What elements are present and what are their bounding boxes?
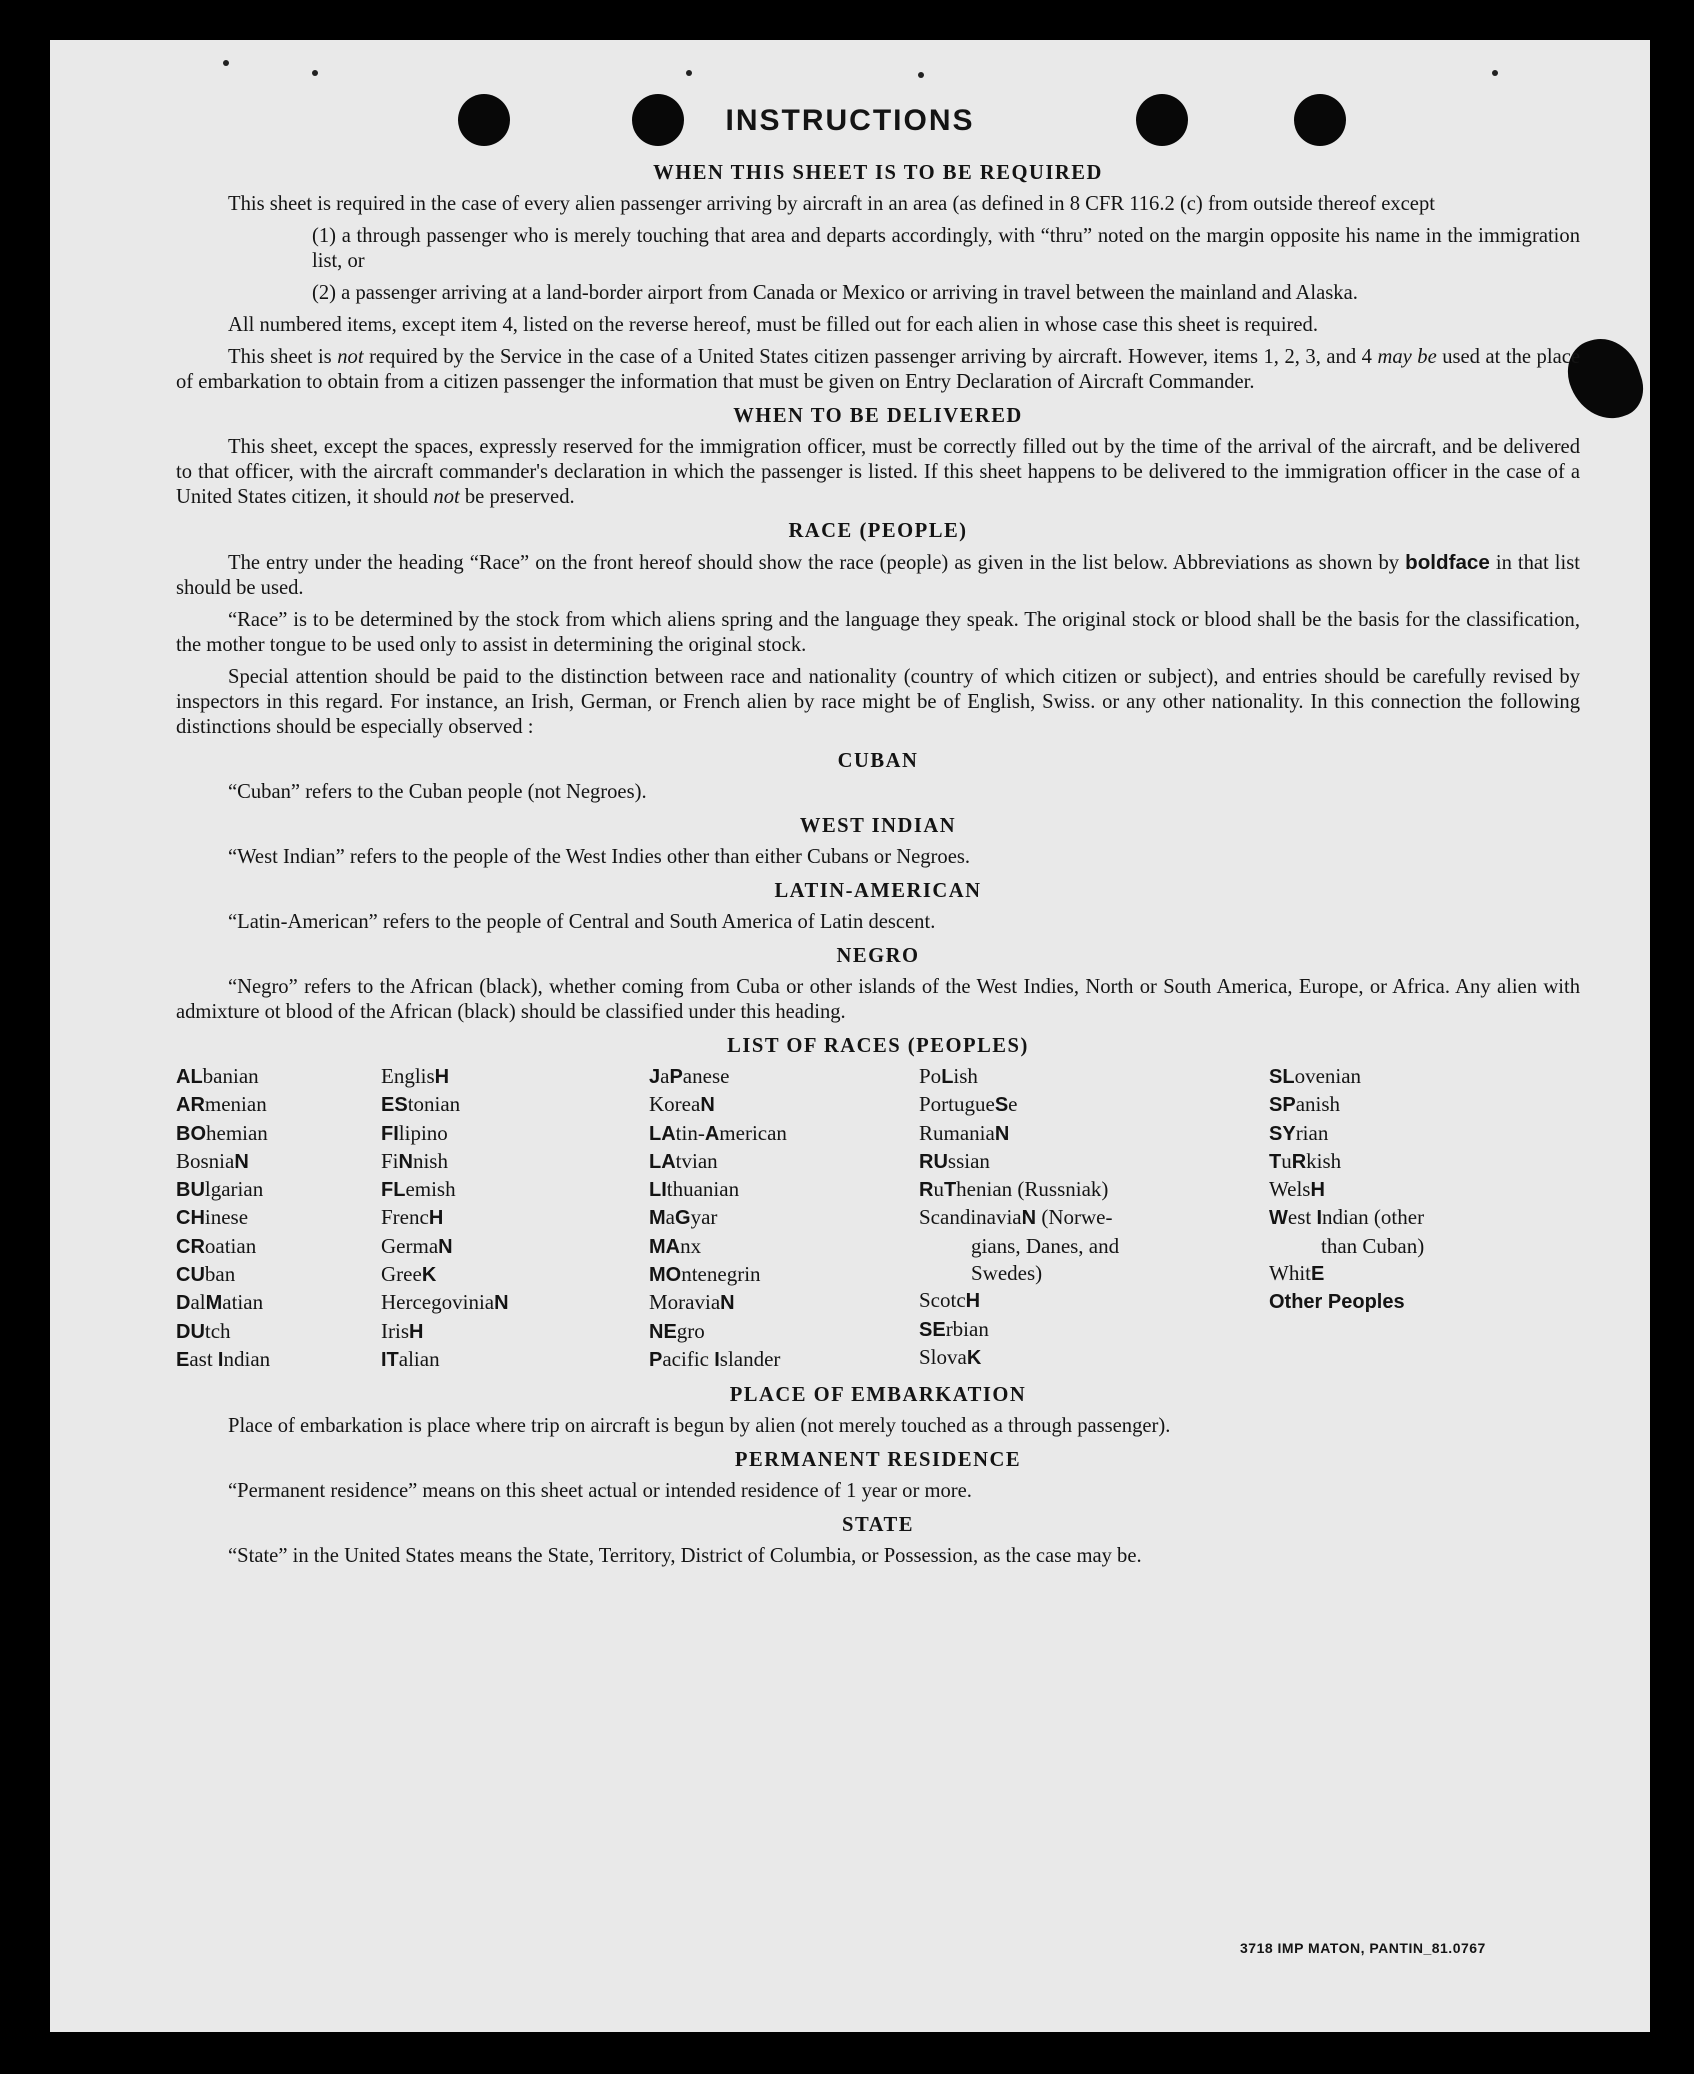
race-entry	[649, 1120, 919, 1148]
race-text: Hercegovinia	[381, 1290, 495, 1315]
race-abbreviation: D	[176, 1292, 191, 1315]
race-list	[176, 1063, 1580, 1374]
race-text: Whit	[1269, 1261, 1311, 1286]
race-abbreviation: N	[438, 1235, 453, 1258]
race-text: alian	[398, 1346, 440, 1371]
race-text: ndian (other	[1322, 1205, 1425, 1230]
race-text: Rumania	[919, 1120, 995, 1145]
exception-2: (2) a passenger arriving at a land-border airport from Canada or Mexico or arriving in travel between the mainland and Alaska.	[312, 282, 1358, 304]
race-entry	[649, 1063, 919, 1091]
race-entry	[1269, 1091, 1569, 1119]
race-text: hemian	[206, 1120, 268, 1145]
race-abbreviation: N	[494, 1292, 509, 1315]
race-entry	[381, 1091, 649, 1119]
race-entry	[176, 1204, 381, 1232]
race-text: inese	[204, 1205, 249, 1230]
race-abbreviation: SE	[919, 1318, 946, 1341]
race-abbreviation: I	[217, 1348, 224, 1371]
race-abbreviation: FL	[381, 1179, 406, 1202]
race-text: anese	[682, 1064, 730, 1088]
race-abbreviation: MA	[649, 1235, 681, 1258]
race-entry	[919, 1148, 1269, 1176]
race-text: emish	[405, 1177, 456, 1202]
race-text: kish	[1306, 1148, 1342, 1173]
race-abbreviation: N	[720, 1292, 735, 1315]
race-text: than Cuban)	[1321, 1233, 1425, 1258]
race-text: thuanian	[666, 1177, 740, 1202]
race-entry	[381, 1318, 649, 1346]
heading-state: STATE	[842, 1514, 914, 1537]
paragraph-required: This sheet is required in the case of every alien passenger arriving by aircraft in an area (as defined in 8 CFR 116.2 (c) from outside thereof except	[228, 193, 1435, 215]
race-abbreviation: CH	[176, 1207, 205, 1230]
paragraph-permanent-residence: “Permanent residence” means on this sheet actual or intended residence of 1 year or more.	[228, 1480, 972, 1503]
race-text: banian	[202, 1064, 259, 1088]
race-abbreviation: LA	[649, 1122, 676, 1145]
race-entry	[649, 1233, 919, 1261]
race-entry	[649, 1261, 919, 1289]
race-abbreviation: K	[966, 1346, 982, 1369]
race-text: nx	[680, 1233, 702, 1258]
emphasis-not: not	[433, 486, 460, 508]
race-entry	[1269, 1176, 1569, 1204]
race-entry	[176, 1148, 381, 1176]
race-entry	[176, 1289, 381, 1317]
race-abbreviation: P	[649, 1348, 663, 1371]
race-text: acific	[662, 1346, 715, 1371]
race-entry	[1269, 1260, 1569, 1288]
race-text: tonian	[407, 1092, 461, 1117]
race-entry	[381, 1261, 649, 1289]
race-entry	[381, 1233, 649, 1261]
speck	[686, 70, 692, 76]
race-text: Swedes)	[971, 1261, 1043, 1286]
race-abbreviation: R	[1291, 1150, 1307, 1173]
race-abbreviation: LA	[649, 1150, 676, 1173]
race-entry	[176, 1318, 381, 1346]
race-abbreviation: ES	[381, 1094, 408, 1117]
race-abbreviation: NE	[649, 1320, 677, 1343]
race-abbreviation: RU	[919, 1150, 948, 1173]
race-text: tin-	[675, 1120, 705, 1145]
race-entry	[381, 1148, 649, 1176]
race-text: tvian	[675, 1148, 718, 1173]
race-entry	[1269, 1204, 1569, 1232]
race-abbreviation: G	[675, 1207, 691, 1230]
race-text: ndian	[223, 1346, 271, 1371]
race-entry	[381, 1204, 649, 1232]
race-text: atian	[222, 1290, 264, 1315]
race-text: rbian	[945, 1316, 989, 1341]
race-text: lgarian	[204, 1177, 264, 1202]
paragraph-citizen: This sheet is not required by the Service in the case of a United States citizen passenger arriving by aircraft. However, items 1, 2, 3, and 4 may be used at the place of embarkation to obtain from a citizen passenger the information that must be given on Entry Declaration of Aircraft Commander.	[176, 346, 1580, 393]
race-entry	[176, 1176, 381, 1204]
paragraph-race-entry: The entry under the heading “Race” on the front hereof should show the race (people) as given in the list below. Abbreviations as shown by boldface in that list should be used.	[176, 551, 1580, 599]
race-abbreviation: SL	[1269, 1066, 1295, 1088]
race-text: ban	[204, 1262, 236, 1287]
race-column-2	[381, 1063, 649, 1374]
paragraph-embarkation: Place of embarkation is place where trip on aircraft is begun by alien (not merely touched as a through passenger).	[228, 1415, 1171, 1438]
race-entry	[176, 1233, 381, 1261]
race-abbreviation: CU	[176, 1264, 205, 1287]
race-entry	[919, 1233, 1269, 1260]
race-abbreviation: J	[649, 1066, 661, 1088]
race-column-5	[1269, 1063, 1569, 1374]
speck	[223, 60, 229, 66]
race-abbreviation: MO	[649, 1264, 682, 1287]
race-entry	[381, 1289, 649, 1317]
race-entry	[919, 1287, 1269, 1315]
race-abbreviation: LI	[649, 1179, 667, 1202]
race-abbreviation: N	[700, 1094, 715, 1117]
race-abbreviation: SY	[1269, 1122, 1296, 1145]
race-text: gians, Danes, and	[971, 1233, 1120, 1258]
paragraph-race-definition: “Race” is to be determined by the stock from which aliens spring and the language they speak. The original stock or blood shall be the basis for the classification, the mother tongue to be used only to assist in determining the original stock.	[176, 609, 1580, 656]
race-text: Portugue	[919, 1092, 995, 1117]
race-abbreviation: A	[704, 1122, 720, 1145]
race-text: Gree	[381, 1262, 422, 1287]
heading-west-indian: WEST INDIAN	[799, 815, 957, 837]
race-abbreviation: SP	[1269, 1094, 1296, 1117]
race-column-1	[176, 1063, 381, 1374]
race-entry	[1269, 1233, 1569, 1260]
race-text: a	[660, 1064, 670, 1088]
race-entry	[176, 1346, 381, 1374]
race-text: lipino	[398, 1120, 448, 1145]
race-entry	[919, 1316, 1269, 1344]
race-text: Germa	[381, 1233, 439, 1258]
race-text: al	[190, 1290, 206, 1315]
race-entry	[1269, 1063, 1569, 1091]
race-abbreviation: IT	[381, 1348, 399, 1371]
race-abbreviation: T	[943, 1179, 957, 1202]
race-abbreviation: N	[398, 1150, 413, 1173]
instructions-body	[176, 152, 1580, 1576]
race-entry	[649, 1148, 919, 1176]
race-abbreviation: N	[1021, 1207, 1037, 1230]
race-entry	[381, 1063, 649, 1091]
paragraph-race-nationality: Special attention should be paid to the distinction between race and nationality (country of which citizen or subject), and entries should be carefully revised by inspectors in this regard. For instance, an Irish, German, or French alien by race might be of English, Swiss. or any other nationality. In this connection the following distinctions should be especially observed :	[176, 666, 1580, 738]
race-text: ish	[953, 1064, 978, 1088]
paragraph-negro: “Negro” refers to the African (black), whether coming from Cuba or other islands of the West Indies, North or South America, Europe, or Africa. Any alien with admixture ot blood of the African (black) should be classified under this heading.	[176, 976, 1580, 1023]
race-entry	[649, 1176, 919, 1204]
race-abbreviation: E	[1311, 1263, 1325, 1286]
race-text: u	[933, 1177, 944, 1202]
race-entry	[649, 1289, 919, 1317]
race-text: Scandinavia	[919, 1205, 1022, 1230]
heading-cuban: CUBAN	[837, 750, 919, 772]
race-abbreviation: FI	[381, 1122, 399, 1145]
race-text: ntenegrin	[681, 1262, 761, 1287]
race-text: henian (Russniak)	[956, 1177, 1109, 1202]
race-text: ast	[189, 1346, 218, 1371]
speck	[312, 70, 318, 76]
heading-when-required: WHEN THIS SHEET IS TO BE REQUIRED	[653, 162, 1103, 184]
race-text: rian	[1295, 1120, 1329, 1145]
race-abbreviation: I	[1316, 1207, 1323, 1230]
race-text: Scotc	[919, 1288, 966, 1313]
emphasis-may-be: may be	[1377, 346, 1437, 368]
heading-latin-american: LATIN-AMERICAN	[774, 880, 982, 902]
race-abbreviation: N	[234, 1150, 249, 1173]
race-abbreviation: AL	[176, 1066, 203, 1088]
race-text: slander	[719, 1346, 781, 1371]
race-abbreviation: H	[434, 1066, 450, 1088]
race-abbreviation: Other Peoples	[1269, 1291, 1405, 1314]
race-entry	[919, 1344, 1269, 1372]
heading-race: RACE (PEOPLE)	[788, 520, 968, 542]
paragraph-delivery: This sheet, except the spaces, expressly reserved for the immigration officer, must be correctly filled out by the time of the arrival of the aircraft, and be delivered to that officer, with the aircraft commander's declaration in which the passenger is listed. If this sheet happens to be delivered to the immigration officer in the case of a United States citizen, it should not be preserved.	[176, 436, 1580, 508]
race-abbreviation: N	[994, 1122, 1010, 1145]
heading-negro: NEGRO	[836, 945, 920, 967]
race-entry	[1269, 1120, 1569, 1148]
race-abbreviation: BU	[176, 1179, 205, 1202]
race-abbreviation: M	[205, 1292, 223, 1315]
race-entry	[919, 1204, 1269, 1232]
race-abbreviation: I	[714, 1348, 720, 1371]
race-text: est	[1287, 1205, 1317, 1230]
race-text: Wels	[1269, 1177, 1311, 1202]
race-text: oatian	[204, 1233, 257, 1258]
race-text: Fi	[381, 1148, 399, 1173]
race-entry	[176, 1261, 381, 1289]
paragraph-cuban: “Cuban” refers to the Cuban people (not Negroes).	[228, 781, 647, 803]
race-text: Englis	[381, 1064, 435, 1088]
race-text: Frenc	[381, 1205, 429, 1230]
race-text: Korea	[649, 1092, 701, 1117]
boldface-word: boldface	[1405, 551, 1490, 574]
race-entry	[919, 1091, 1269, 1119]
race-text: a	[665, 1205, 675, 1230]
race-entry	[919, 1176, 1269, 1204]
race-entry	[176, 1120, 381, 1148]
race-text: Po	[919, 1064, 942, 1088]
race-text: ssian	[947, 1148, 990, 1173]
race-abbreviation: H	[428, 1207, 444, 1230]
emphasis-not: not	[337, 346, 364, 368]
heading-permanent-residence: PERMANENT RESIDENCE	[734, 1449, 1022, 1472]
race-entry	[919, 1063, 1269, 1091]
race-abbreviation: K	[421, 1264, 437, 1287]
race-text: Bosnia	[176, 1148, 235, 1173]
print-imprint: 3718 IMP MATON, PANTIN_81.0767	[1240, 1940, 1486, 1956]
race-text: merican	[719, 1120, 787, 1145]
race-text: Iris	[381, 1318, 409, 1343]
race-text: Moravia	[649, 1290, 721, 1315]
race-entry	[176, 1063, 381, 1091]
race-entry	[381, 1120, 649, 1148]
heading-when-delivered: WHEN TO BE DELIVERED	[733, 405, 1023, 427]
document-page	[50, 40, 1650, 2032]
race-entry	[1269, 1288, 1569, 1316]
race-abbreviation: H	[1310, 1179, 1325, 1202]
race-abbreviation: DU	[176, 1320, 205, 1343]
race-column-3	[649, 1063, 919, 1374]
race-abbreviation: W	[1269, 1207, 1288, 1230]
speck	[1492, 70, 1498, 76]
page-title: INSTRUCTIONS	[725, 104, 975, 137]
race-text: anish	[1295, 1092, 1341, 1117]
race-text: gro	[676, 1318, 705, 1343]
race-abbreviation: T	[1269, 1150, 1282, 1173]
race-text: u	[1281, 1148, 1292, 1173]
exception-1: (1) a through passenger who is merely touching that area and departs accordingly, with “thru” noted on the margin opposite his name in the immigration list, or	[312, 225, 1580, 272]
race-abbreviation: S	[994, 1094, 1009, 1117]
paragraph-latin-american: “Latin-American” refers to the people of Central and South America of Latin descent.	[228, 911, 936, 933]
heading-list-of-races: LIST OF RACES (PEOPLES)	[727, 1035, 1029, 1057]
heading-embarkation: PLACE OF EMBARKATION	[729, 1384, 1027, 1407]
race-entry	[649, 1204, 919, 1232]
race-abbreviation: P	[669, 1066, 683, 1088]
race-abbreviation: M	[649, 1207, 666, 1230]
race-text: Slova	[919, 1344, 967, 1369]
race-entry	[381, 1346, 649, 1374]
race-text: e	[1008, 1092, 1018, 1117]
race-entry	[919, 1120, 1269, 1148]
race-entry	[1269, 1148, 1569, 1176]
race-abbreviation: H	[409, 1320, 424, 1343]
race-text: ovenian	[1294, 1064, 1362, 1088]
race-entry	[381, 1176, 649, 1204]
race-text: yar	[690, 1205, 718, 1230]
race-abbreviation: CR	[176, 1235, 205, 1258]
paragraph-numbered-items: All numbered items, except item 4, listed on the reverse hereof, must be filled out for each alien in whose case this sheet is required.	[228, 314, 1318, 336]
race-text: nish	[412, 1148, 448, 1173]
race-entry	[649, 1346, 919, 1374]
race-entry	[649, 1318, 919, 1346]
paragraph-state: “State” in the United States means the State, Territory, District of Columbia, or Possession, as the case may be.	[228, 1545, 1142, 1568]
race-abbreviation: H	[965, 1290, 981, 1313]
race-entry	[176, 1091, 381, 1119]
race-abbreviation: L	[941, 1066, 954, 1088]
race-entry	[649, 1091, 919, 1119]
race-text: menian	[204, 1092, 267, 1117]
race-abbreviation: BO	[176, 1122, 206, 1145]
race-abbreviation: AR	[176, 1094, 205, 1117]
race-column-4	[919, 1063, 1269, 1374]
race-text: (Norwe-	[1036, 1205, 1113, 1230]
speck	[918, 72, 924, 78]
race-abbreviation: E	[176, 1348, 190, 1371]
race-text: tch	[204, 1318, 231, 1343]
paragraph-west-indian: “West Indian” refers to the people of the West Indies other than either Cubans or Negroes.	[228, 846, 971, 868]
race-abbreviation: R	[919, 1179, 934, 1202]
race-entry	[919, 1260, 1269, 1287]
